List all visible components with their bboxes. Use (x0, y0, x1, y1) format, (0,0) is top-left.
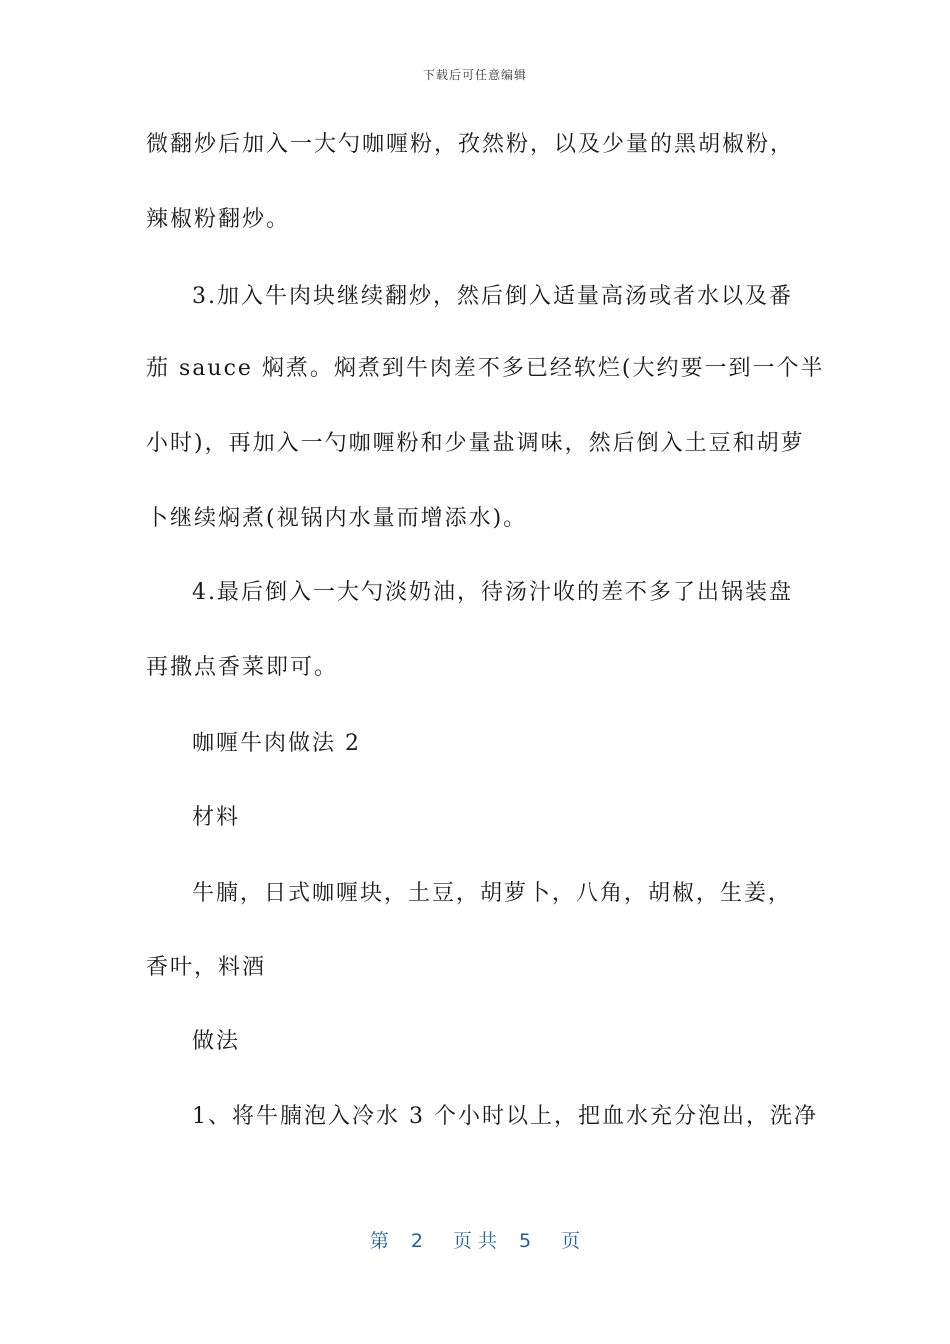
body-line-6: 卜继续焖煮(视锅内水量而增添水)。 (146, 506, 528, 531)
page-footer (0, 1226, 950, 1253)
footer-current-page: 2 (410, 1230, 423, 1252)
body-line-7: 4.最后倒入一大勺淡奶油，待汤汁收的差不多了出锅装盘 (192, 580, 793, 605)
body-line-2: 辣椒粉翻炒。 (146, 207, 291, 232)
body-line-1: 微翻炒后加入一大勺咖喱粉，孜然粉，以及少量的黑胡椒粉， (146, 132, 795, 157)
materials-line-1: 牛腩，日式咖喱块，土豆，胡萝卜，八角，胡椒，生姜， (192, 881, 793, 906)
method-heading: 做法 (192, 1029, 241, 1054)
footer-total-pages: 5 (519, 1230, 532, 1252)
body-line-4: 茄 sauce 焖煮。焖煮到牛肉差不多已经软烂(大约要一到一个半 (146, 356, 825, 381)
footer-suffix: 页 (561, 1230, 581, 1252)
header-note: 下载后可任意编辑 (422, 68, 527, 82)
body-line-5: 小时)，再加入一勺咖喱粉和少量盐调味，然后倒入土豆和胡萝 (146, 431, 805, 456)
materials-line-2: 香叶，料酒 (146, 955, 267, 980)
body-line-8: 再撒点香菜即可。 (146, 655, 339, 680)
footer-middle: 页 共 (452, 1230, 498, 1252)
materials-heading: 材料 (192, 805, 241, 830)
section-title: 咖喱牛肉做法 2 (192, 731, 361, 756)
body-line-3: 3.加入牛肉块继续翻炒，然后倒入适量高汤或者水以及番 (192, 284, 793, 309)
method-step-1: 1、将牛腩泡入冷水 3 个小时以上，把血水充分泡出，洗净 (192, 1104, 818, 1129)
footer-prefix: 第 (369, 1230, 389, 1252)
